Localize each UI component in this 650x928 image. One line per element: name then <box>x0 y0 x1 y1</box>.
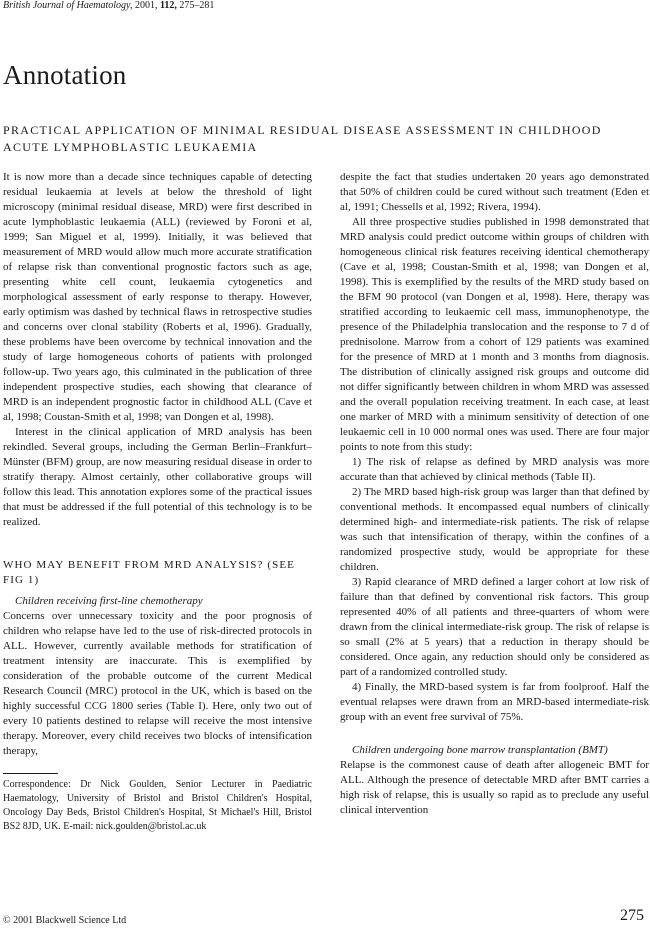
copyright: © 2001 Blackwell Science Ltd <box>3 915 127 926</box>
footnote-divider <box>3 773 58 774</box>
paragraph: Concerns over unnecessary toxicity and the poor prognosis of children who relapse have led to the use of risk-directed protocols in ALL. However, currently available methods for stratification of treatment intensity are inaccurate. This is exemplified by consideration of the probable outcome of the current Medical Research Council (MRC) protocol in the UK, which is based on the highly successful CCG 1800 series (Table I). Here, only two out of every 10 patients destined to relapse will receive the most intensive therapy. Moreover, every child receives two blocks of intensification therapy, <box>3 610 312 757</box>
paragraph: All three prospective studies published in 1998 demonstrated that MRD analysis could predict outcome within groups of children with homogeneous clinical risk features receiving identical chemotherapy (Cave et al, 1998; Coustan-Smith et al, 1998; van Dongen et al, 1998). This is exemplified by the results of the MRD study based on the BFM 90 protocol (van Dongen et al, 1998). Here, therapy was stratified according to leukaemic cell mass, immunophenotype, the presence of the Philadelphia translocation and the response to 7 d of prednisolone. Marrow from a cohort of 129 patients was examined for the presence of MRD at 1 month and 3 months from diagnosis. The distribution of clinically assigned risk groups and outcome did not differ significantly between children in whom MRD was assessed and the overall population receiving treatment. In each case, at least one marker of MRD with a minimum sensitivity of detection of one leukaemic cell in 10 000 normal ones was used. There are four major points to note from this study: <box>340 216 649 453</box>
paragraph: It is now more than a decade since techniques capable of detecting residual leukaemia at levels at below the threshold of light microscopy (minimal residual disease, MRD) were first described in acute lymphoblastic leukaemia (ALL) (reviewed by Foroni et al, 1999; San Miguel et al, 1999). Initially, it was believed that measurement of MRD would allow much more accurate stratification of relapse risk than conventional prognostic factors such as age, presenting white cell count, leukaemia cytogenetics and morphological assessment of early response to therapy. However, early optimism was dashed by technical flaws in retrospective studies and concerns over clonal stability (Roberts et al, 1996). Gradually, these problems have been overcome by technical innovation and the study of large homogeneous cohorts of patients with prolonged follow-up. Two years ago, this culminated in the publication of three independent prospective studies, each showing that clearance of MRD is an independent prognostic factor in childhood ALL (Cave et al, 1998; Coustan-Smith et al, 1998; van Dongen et al, 1998). <box>3 171 312 423</box>
section-heading: WHO MAY BENEFIT FROM MRD ANALYSIS? (SEE FIG 1) <box>3 559 295 586</box>
journal-year: 2001, <box>134 0 158 11</box>
journal-name: British Journal of Haematology, <box>3 0 133 11</box>
paragraph: 4) Finally, the MRD-based system is far from foolproof. Half the eventual relapses were drawn from an MRD-based intermediate-risk group with an event free survival of 75%. <box>340 681 649 723</box>
subheading: Children receiving first-line chemotherapy <box>15 595 203 607</box>
correspondence-note: Correspondence: Dr Nick Goulden, Senior Lecturer in Paediatric Haematology, University of Bristol and Bristol Children's Hospital, Oncology Day Beds, Bristol Children's Hospital, St Michael's Hill, Bristol BS2 8JD, UK. E-mail: nick.goulden@bristol.ac.uk <box>3 779 312 832</box>
section-title: Annotation <box>3 60 127 90</box>
journal-pages: 275–281 <box>179 0 215 11</box>
article-title: PRACTICAL APPLICATION OF MINIMAL RESIDUAL DISEASE ASSESSMENT IN CHILDHOOD ACUTE LYMPHOBLASTIC LEUKAEMIA <box>3 123 602 154</box>
paragraph: Relapse is the commonest cause of death after allogeneic BMT for ALL. Although the presence of detectable MRD after BMT carries a high risk of relapse, this is usually so rapid as to preclude any useful clinical intervention <box>340 759 649 816</box>
paragraph: 2) The MRD based high-risk group was larger than that defined by conventional methods. It encompassed equal numbers of clinically determined high- and intermediate-risk patients. The risk of relapse was such that intensification of therapy, within the confines of a randomized prospective study, would be appropriate for these children. <box>340 486 649 573</box>
left-column <box>3 170 312 834</box>
right-column <box>340 170 649 818</box>
subheading: Children undergoing bone marrow transplantation (BMT) <box>352 744 608 756</box>
paragraph: Interest in the clinical application of MRD analysis has been rekindled. Several groups, including the German Berlin–Frankfurt–Münster (BFM) group, are now measuring residual disease in order to stratify therapy. Almost certainly, other collaborative groups will follow this lead. This annotation explores some of the practical issues that must be addressed if the full potential of this technology is to be realized. <box>3 426 312 528</box>
paragraph: despite the fact that studies undertaken 20 years ago demonstrated that 50% of children could be cured without such treatment (Eden et al, 1991; Chessells et al, 1992; Rivera, 1994). <box>340 171 649 213</box>
journal-header <box>3 0 214 11</box>
paragraph: 3) Rapid clearance of MRD defined a larger cohort at low risk of failure than that defined by conventional risk factors. This group represented 40% of all patients and three-quarters of whom were drawn from the clinical intermediate-risk group. The risk of relapse is so small (2% at 5 years) that a reduction in therapy should be considered. Once again, any reduction should only be considered as part of a randomized controlled study. <box>340 576 649 678</box>
journal-volume: 112, <box>159 0 177 11</box>
page-number: 275 <box>620 907 644 924</box>
paragraph: 1) The risk of relapse as defined by MRD analysis was more accurate than that achieved by clinical methods (Table II). <box>340 456 649 483</box>
